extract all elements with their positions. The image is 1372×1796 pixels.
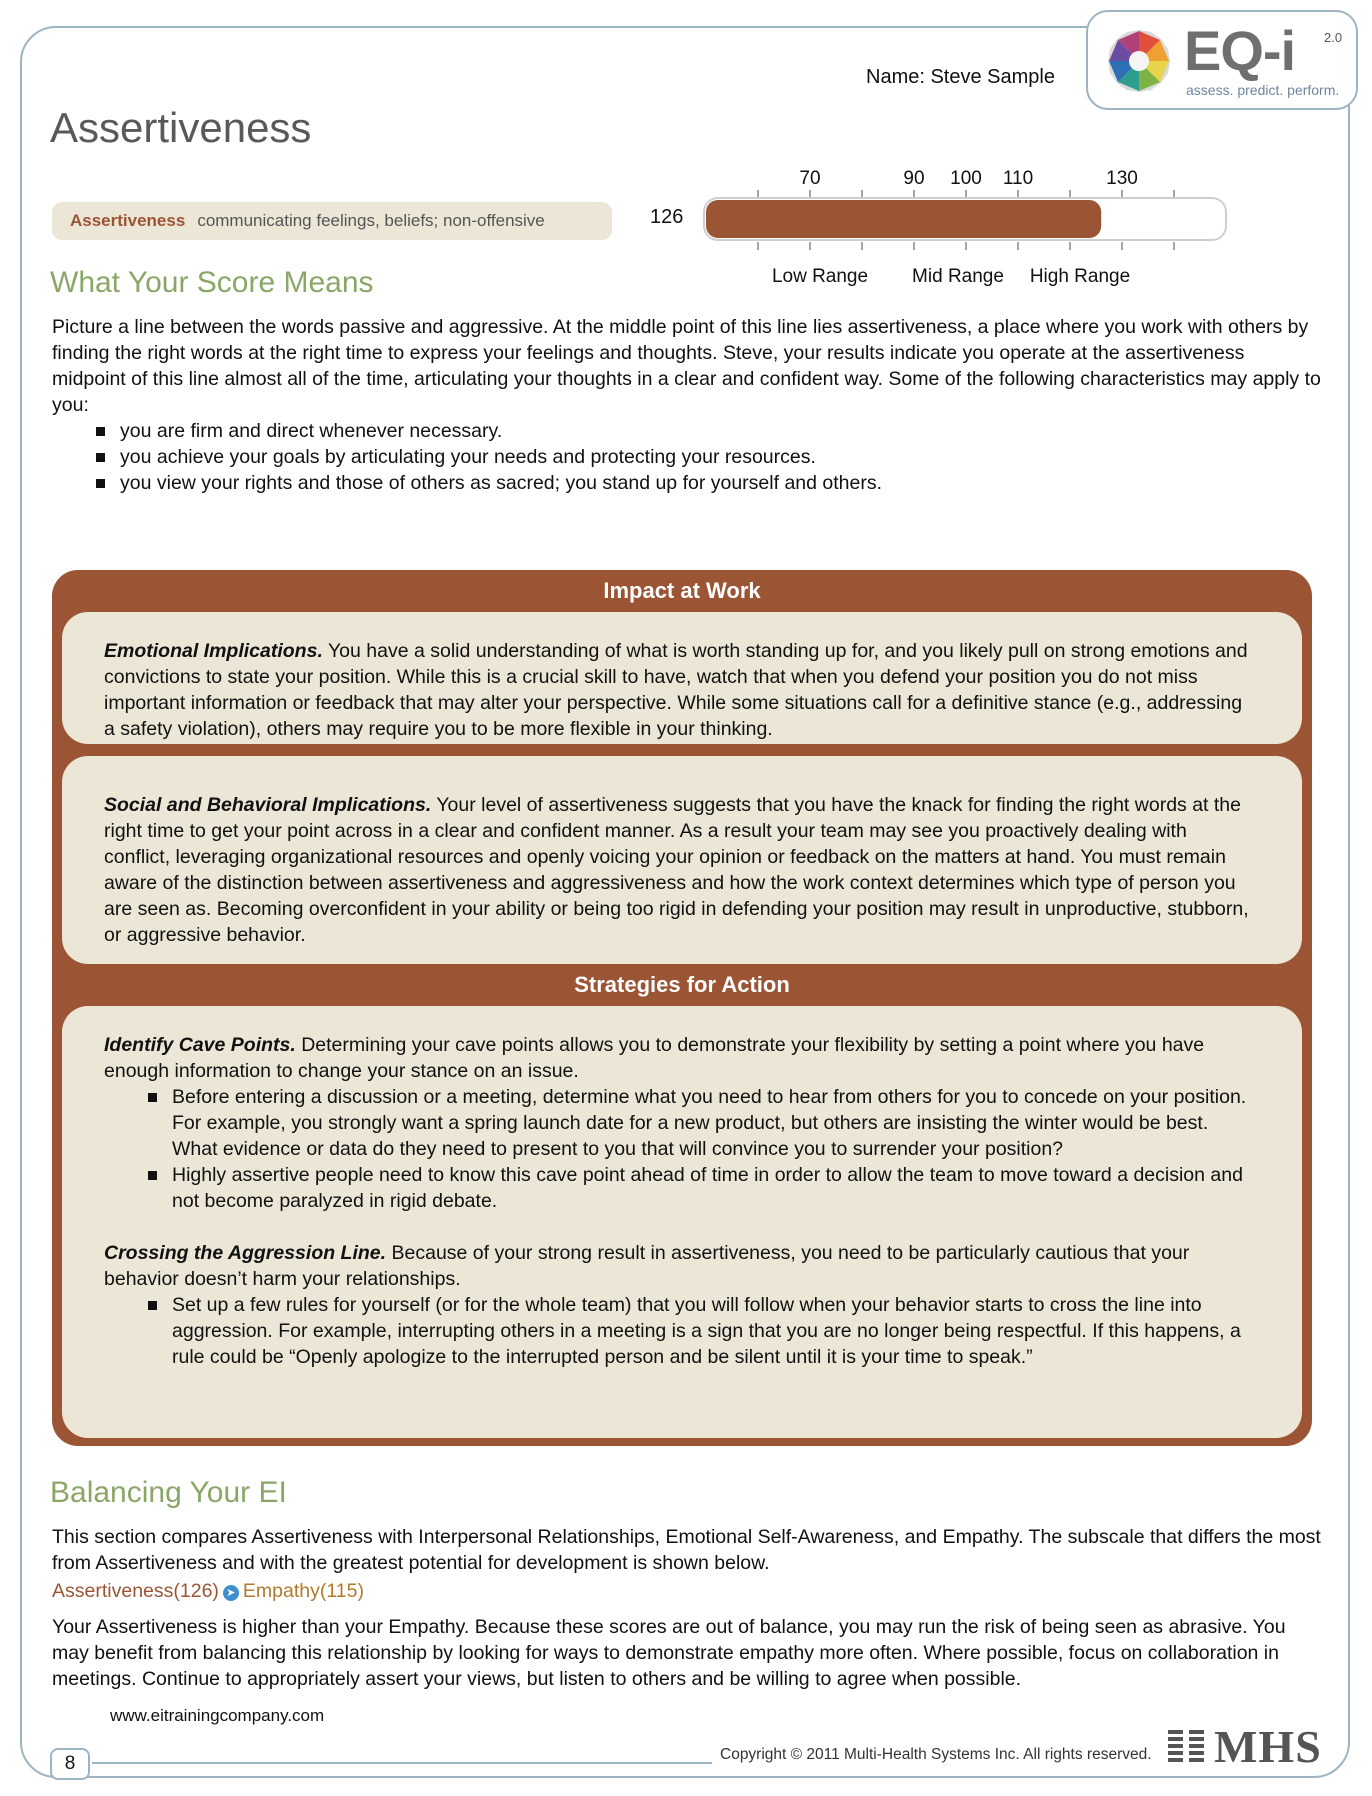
list-item: you view your rights and those of others as sacred; you stand up for yourself and others. [52, 470, 1322, 496]
emotional-lead: Emotional Implications. [104, 640, 323, 662]
range-label: High Range [1029, 266, 1131, 287]
range-label: Mid Range [912, 266, 1004, 287]
logo-tagline: assess. predict. perform. [1186, 82, 1340, 98]
cave-text: Determining your cave points allows you to demonstrate your flexibility by setting a point where you have enough information to change your stance on an issue. [104, 1034, 1205, 1082]
list-item: Set up a few rules for yourself (or for the whole team) that you will follow when your behavior starts to cross the line into aggression. For example, interrupting others in a meeting is a sign that you are no longer being respectful. If this happens, a rule could be “Openly apologize to the interrupted person and be silent until it is your time to speak.” [104, 1292, 1258, 1370]
client-name: Name: Steve Sample [866, 66, 1055, 88]
section-title-balancing: Balancing Your EI [50, 1476, 287, 1509]
social-lead: Social and Behavioral Implications. [104, 794, 432, 816]
logo-version: 2.0 [1324, 30, 1343, 45]
tick-label-90: 90 [903, 168, 925, 189]
social-text: Your level of assertiveness suggests that you have the knack for finding the right words at the right time to get your point across in a clear and confident manner. As a result your team may see you proactively dealing with conflict, leveraging organizational resources and openly voicing your opinion or feedback on the matters at hand. You must remain aware of the distinction between assertiveness and aggressiveness and how the work context determines which type of person you are seen as. Becoming overconfident in your ability or being too rigid in defending your position may result in unproductive, stubborn, or aggressive behavior. [104, 794, 1249, 946]
eqi-logo-icon [1106, 28, 1172, 94]
tick-label-100: 100 [950, 168, 982, 189]
balancing-intro: This section compares Assertiveness with Interpersonal Relationships, Emotional Self-Awareness, and Empathy. The subscale that differs the most from Assertiveness and with the greatest potential for development is shown below. [52, 1526, 1321, 1574]
eqi-logo [1086, 10, 1358, 110]
mhs-wordmark: MHS [1214, 1721, 1322, 1772]
page-title: Assertiveness [50, 104, 312, 151]
list-item: Highly assertive people need to know this cave point ahead of time in order to allow the team to move toward a decision and not become paralyzed in rigid debate. [104, 1162, 1258, 1214]
score-chart [690, 160, 1270, 290]
score-means-body [52, 314, 1322, 496]
footer-divider [92, 1762, 712, 1764]
subscale-name: Assertiveness [70, 211, 186, 230]
strategies-heading: Strategies for Action [574, 972, 790, 997]
aggression-text: Because of your strong result in assertiveness, you need to be particularly cautious that your behavior doesn’t harm your relationships. [104, 1242, 1190, 1290]
tick-label-70: 70 [799, 168, 821, 189]
comparison-secondary: Empathy(115) [242, 1580, 364, 1602]
impact-heading: Impact at Work [603, 578, 761, 603]
score-value: 126 [650, 206, 684, 228]
aggression-lead: Crossing the Aggression Line. [104, 1242, 387, 1264]
range-label: Low Range [771, 266, 869, 287]
balancing-text: Your Assertiveness is higher than your Empathy. Because these scores are out of balance, you may run the risk of being seen as abrasive. You may benefit from balancing this relationship by looking for ways to demonstrate empathy more often. Where possible, focus on collaboration in meetings. Continue to appropriately assert your views, but listen to others and be willing to agree when possible. [52, 1616, 1286, 1690]
score-means-intro: Picture a line between the words passive and aggressive. At the middle point of this line lies assertiveness, a place where you work with others by finding the right words at the right time to express your feelings and thoughts. Steve, your results indicate you operate at the assertiveness midpoint of this line almost all of the time, articulating your thoughts in a clear and confident way. Some of the following characteristics may apply to you: [52, 316, 1321, 416]
list-item: Before entering a discussion or a meeting, determine what you need to hear from others for you to concede on your position. For example, you strongly want a spring launch date for a new product, but others are insisting the winter would be best. What evidence or data do they need to present to you that will convince you to surrender your position? [104, 1084, 1258, 1162]
copyright: Copyright © 2011 Multi-Health Systems Inc. All rights reserved. [720, 1746, 1152, 1763]
logo-wordmark: EQ-i [1184, 19, 1296, 82]
emotional-implications-card [62, 612, 1302, 744]
impact-strategies-panel [52, 570, 1312, 1446]
tick-label-110: 110 [1002, 168, 1034, 189]
list-item: you achieve your goals by articulating your needs and protecting your resources. [52, 444, 1322, 470]
emotional-text: You have a solid understanding of what is worth standing up for, and you likely pull on strong emotions and convictions to state your position. While this is a crucial skill to have, watch that when you defend your position you do not miss important information or feedback that may alter your perspective. While some situations call for a definitive stance (e.g., addressing a safety violation), others may require you to be more flexible in your thinking. [104, 640, 1248, 740]
comparison-primary: Assertiveness(126) [52, 1580, 219, 1602]
tick-label-130: 130 [1106, 168, 1138, 189]
mhs-logo-icon [1166, 1726, 1206, 1766]
arrow-right-icon: ➤ [223, 1585, 239, 1601]
subscale-definition [52, 202, 612, 240]
website-link[interactable]: www.eitrainingcompany.com [110, 1706, 325, 1725]
cave-lead: Identify Cave Points. [104, 1034, 296, 1056]
subscale-description: communicating feelings, beliefs; non-offensive [197, 211, 545, 230]
list-item: you are firm and direct whenever necessary. [52, 418, 1322, 444]
section-title-score-means: What Your Score Means [50, 266, 374, 299]
page-number: 8 [50, 1748, 90, 1780]
social-implications-card [62, 756, 1302, 964]
strategies-card [62, 1006, 1302, 1438]
score-bar [706, 200, 1101, 238]
balance-comparison [52, 1580, 364, 1603]
